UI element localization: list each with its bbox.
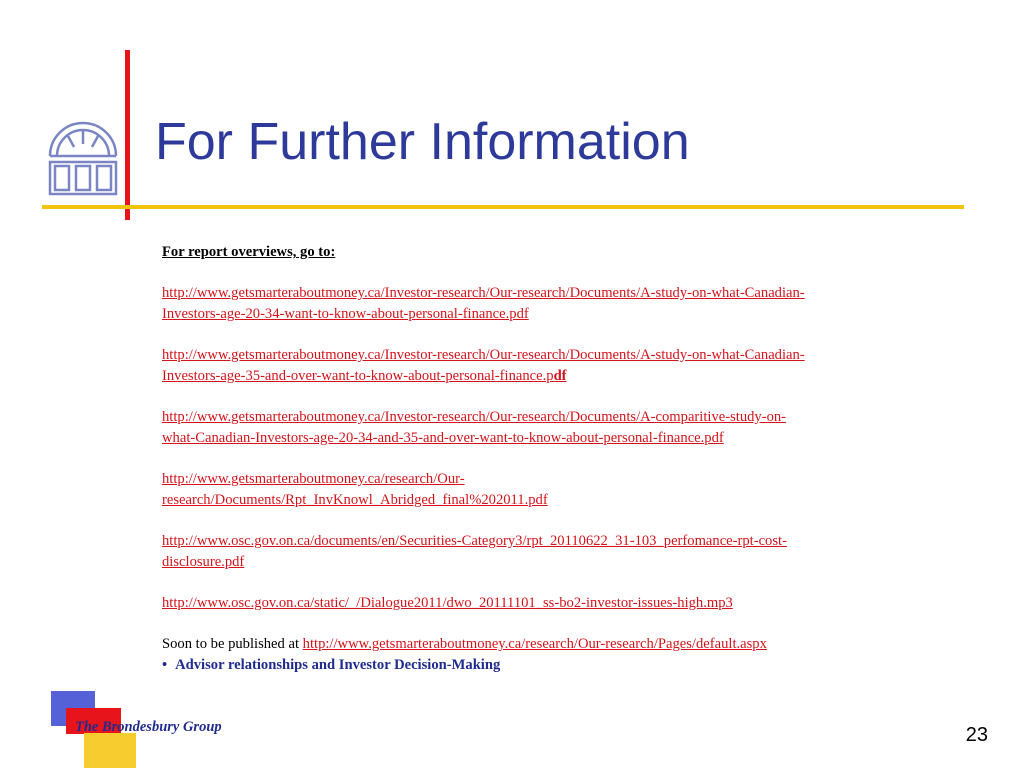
link-item <box>162 345 952 387</box>
report-link-6[interactable]: http://www.osc.gov.on.ca/static/_/Dialogue2011/dwo_20111101_ss-bo2-investor-issues-high.mp3 <box>162 595 733 611</box>
link-item <box>162 469 952 511</box>
page-number: 23 <box>965 724 988 746</box>
report-link-4[interactable]: http://www.getsmarteraboutmoney.ca/research/Our- research/Documents/Rpt_InvKnowl_Abridged_final%202011.pdf <box>162 471 548 508</box>
soon-published-link[interactable]: http://www.getsmarteraboutmoney.ca/research/Our-research/Pages/default.aspx <box>302 636 767 652</box>
bullet-item <box>162 655 952 676</box>
report-link-5[interactable]: http://www.osc.gov.on.ca/documents/en/Securities-Category3/rpt_20110622_31-103_perfomance-rpt-cost- disclosure.pdf <box>162 533 787 570</box>
report-link-1[interactable]: http://www.getsmarteraboutmoney.ca/Investor-research/Our-research/Documents/A-study-on-what-Canadian- Investors-age-20-34-want-to-know-about-personal-finance.pdf <box>162 285 805 322</box>
bullet-text: Advisor relationships and Investor Decision-Making <box>175 657 501 673</box>
title-underline <box>42 205 964 209</box>
link-item <box>162 407 952 449</box>
section-heading: For report overviews, go to: <box>162 244 336 260</box>
link-item <box>162 531 952 573</box>
building-icon <box>46 114 120 196</box>
report-link-2[interactable]: http://www.getsmarteraboutmoney.ca/Investor-research/Our-research/Documents/A-study-on-what-Canadian- Investors-age-35-and-over-want-to-know-about-personal-finance.pdf <box>162 347 805 384</box>
bullet-marker: • <box>162 657 168 673</box>
company-name: The Brondesbury Group <box>75 719 222 735</box>
slide-title: For Further Information <box>155 113 690 171</box>
soon-published-line <box>162 634 952 655</box>
footer-yellow-square <box>84 733 136 768</box>
red-vertical-bar <box>125 50 130 220</box>
link-item <box>162 593 952 614</box>
slide-content <box>162 242 952 676</box>
report-link-3[interactable]: http://www.getsmarteraboutmoney.ca/Investor-research/Our-research/Documents/A-comparitive-study-on- what-Canadian-Investors-age-20-34-and-35-and-over-want-to-know-about-personal-finance.pdf <box>162 409 787 446</box>
soon-prefix: Soon to be published at <box>162 636 303 652</box>
link-item <box>162 283 952 325</box>
